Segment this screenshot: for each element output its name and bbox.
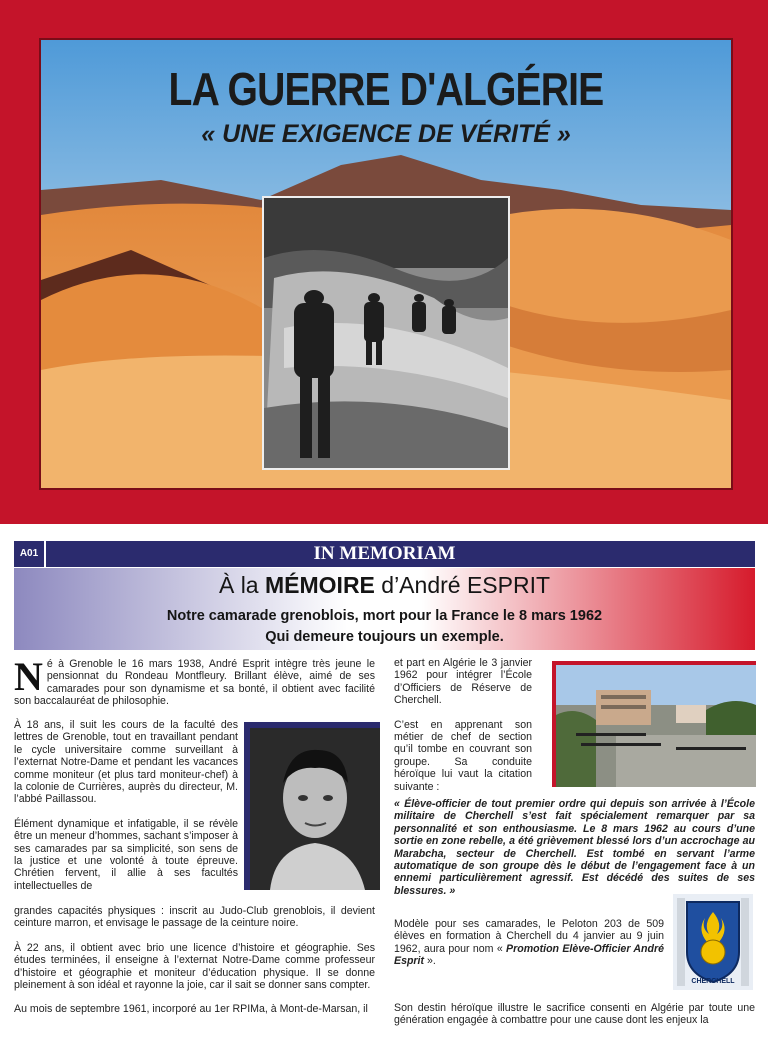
drop-cap: N	[14, 654, 43, 699]
column-1-intro	[14, 654, 375, 720]
column-1-left	[14, 719, 238, 892]
column-2-bottom	[394, 1002, 755, 1039]
paragraph-4: À 22 ans, il obtient avec brio une licence d’histoire et géographie. Ses études terminées, il enseigne à l’externat Notre-Dame comme professeur d’histoire et géographie et moniteur d’éducation physique. Il se donne pleinement à son idéal et rayonne la joie, car il sait se donner sans compter.	[14, 941, 375, 992]
cover-title: LA GUERRE D'ALGÉRIE	[168, 63, 604, 115]
grenade-icon	[673, 894, 753, 990]
paragraph-1	[14, 654, 375, 708]
article-banner	[14, 568, 755, 650]
cover-subtitle: « UNE EXIGENCE DE VÉRITÉ »	[201, 120, 571, 148]
paragraph-2: À 18 ans, il suit les cours de la faculté des lettres de Grenoble, tout en travaillant pendant le cycle universitaire comme surveillant à l’externat Notre-Dame et pendant les vacances comme moniteur (et plus tard moniteur-chef) à la colonie de Currières, auprès du directeur, M. l’abbé Paillassou.	[14, 719, 238, 806]
article-subtitle-line1: Notre camarade grenoblois, mort pour la France le 8 mars 1962	[166, 608, 603, 624]
article-subtitle-line2: Qui demeure toujours un exemple.	[265, 629, 504, 645]
cherchell-school-photo	[552, 661, 756, 787]
section-code: A01	[14, 541, 46, 567]
article-title-suffix: d’André ESPRIT	[374, 572, 551, 598]
citation: « Élève-officier de tout premier ordre qui depuis son arrivée à l’École militaire de Cherchell s’est fait spécialement remarquer par sa personnalité et son enthousiasme. Le 8 mars 1962 au cours d’une sortie en zone rebelle, a été grièvement blessé lors d’un accrochage au Marabcha, secteur de Cherchell. Est tombé en servant l’arme automatique de son groupe dès le début de l’engagement face à un ennemi particulièrement agressif. Est décédé des suites de ses blessures. »	[394, 798, 755, 897]
cover-desert-image	[39, 38, 733, 490]
column-2-top	[394, 657, 532, 805]
soldiers-photo	[262, 196, 510, 470]
paragraph-5: Au mois de septembre 1961, incorporé au 1er RPIMa, à Mont-de-Marsan, il	[14, 1003, 368, 1016]
cherchell-emblem	[673, 894, 753, 990]
article-title	[14, 572, 755, 599]
column-1-bottom	[14, 905, 375, 1028]
column-2-paragraph-2: C’est en apprenant son métier de chef de section qu’il tombe en couvrant son groupe. Sa conduite héroïque lui vaut la citation suivante :	[394, 718, 532, 793]
column-2-paragraph-4: Son destin héroïque illustre le sacrifice consenti en Algérie par toute une génération engagée à combattre pour une cause dont les enjeux la	[394, 1002, 755, 1027]
andre-esprit-portrait	[244, 722, 380, 890]
section-header-bar	[14, 541, 755, 567]
column-2-paragraph-1: et part en Algérie le 3 janvier 1962 pour intégrer l’École d’Officiers de Réserve de Cherchell.	[394, 657, 532, 707]
column-2-paragraph-3a: Modèle pour ses camarades, le Peloton 203 de 509 élèves en formation à Cherchell du 4 janvier au 9 juin 1962, aura pour nom «	[394, 918, 664, 955]
column-2-middle	[394, 918, 664, 980]
article-subtitle	[14, 606, 755, 648]
column-2-paragraph-3c: ».	[424, 955, 436, 968]
article-title-bold: MÉMOIRE	[265, 572, 375, 598]
paragraph-3b: grandes capacités physiques : inscrit au Judo-Club grenoblois, il devient ceinture marron, et envisage le passage de la ceinture noire.	[14, 905, 375, 930]
emblem-label: CHERCHELL	[691, 978, 735, 985]
paragraph-1-text: é à Grenoble le 16 mars 1938, André Esprit intègre très jeune le pensionnat du Rondeau Montfleury. Brillant élève, aimé de ses camarades pour son dynamisme et sa bonté, il obtient avec facilité son baccalauréat de philosophie.	[14, 658, 375, 708]
promotion-name: Promotion Elève-Officier André Esprit	[394, 942, 664, 968]
section-title: IN MEMORIAM	[313, 543, 456, 564]
article-title-prefix: À la	[218, 572, 265, 598]
paragraph-3a: Élément dynamique et infatigable, il se révèle être un meneur d’hommes, sachant s’imposer à ses camarades par sa simplicité, son sens de la justice et une volonté à toute épreuve. Chrétien fervent, il allie à ses facultés intellectuelles de	[14, 817, 238, 892]
column-2-paragraph-3	[394, 918, 664, 968]
